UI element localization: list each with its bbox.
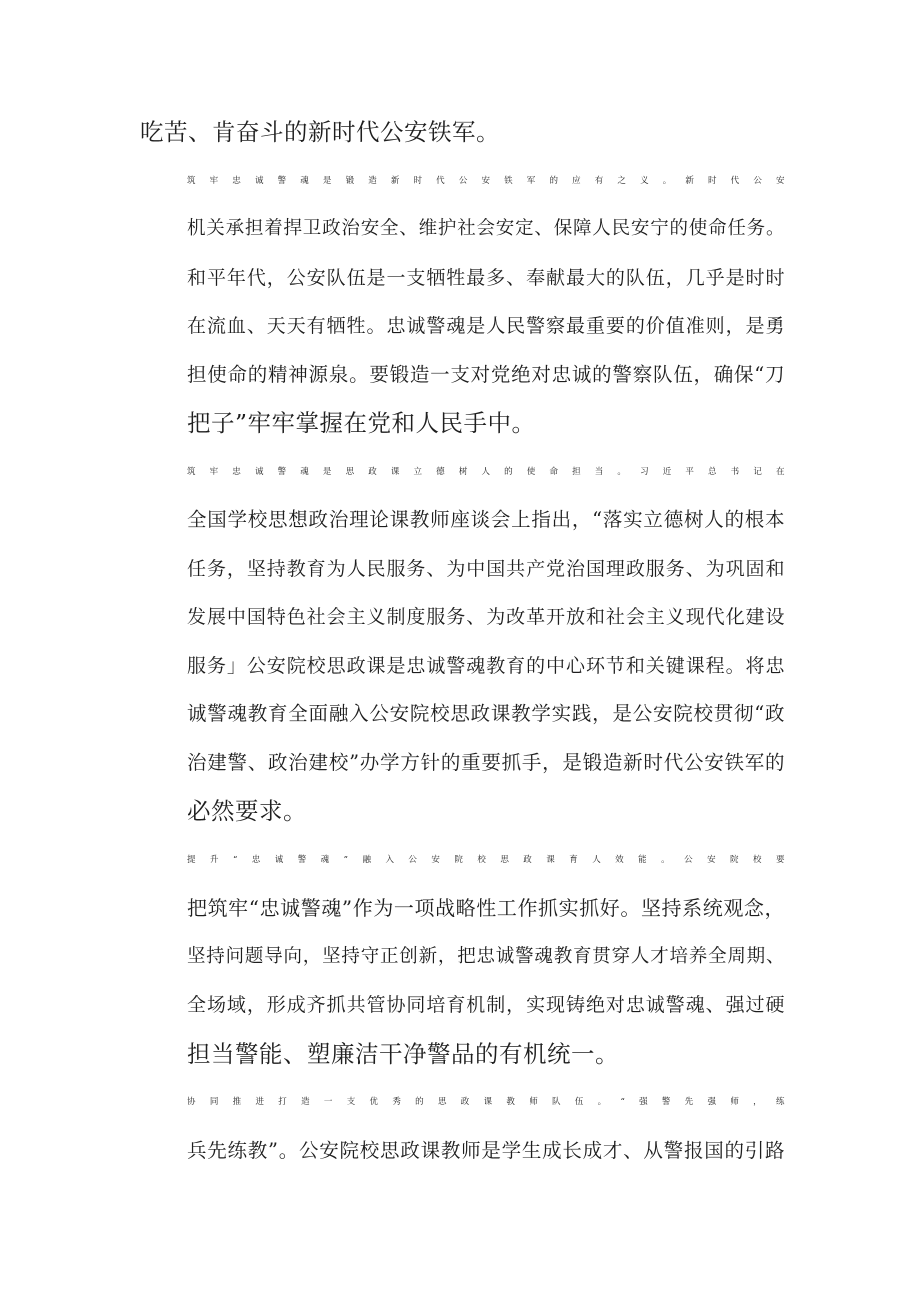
text-line: 全国学校思想政治理论课教师座谈会上指出，“落实立德树人的根本 xyxy=(187,508,785,531)
text-line: 担使命的精神源泉。要锻造一支对党绝对忠诚的警察队伍，确保“刀 xyxy=(187,362,785,386)
text-line: 在流血、天天有牺牲。忠诚警魂是人民警察最重要的价值准则，是勇 xyxy=(187,315,785,337)
text-line: 必然要求。 xyxy=(187,797,307,825)
text-line: 吃苦、肯奋斗的新时代公安铁军。 xyxy=(140,118,500,146)
paragraph-continuation xyxy=(140,108,785,157)
text-line: 把筑牢“忠诚警魂”作为一项战略性工作抓实抓好。坚持系统观念， xyxy=(187,896,785,920)
text-line: 发展中国特色社会主义制度服务、为改革开放和社会主义现代化建设 xyxy=(187,606,785,628)
text-line: 和平年代，公安队伍是一支牺牲最多、奉献最大的队伍，几乎是时时 xyxy=(187,266,785,289)
paragraph-teacher-team xyxy=(140,1078,785,1175)
document-body xyxy=(140,108,785,1175)
text-line: 筑牢忠诚警魂是思政课立德树人的使命担当。习近平总书记在 xyxy=(187,466,785,477)
paragraph-moral-education-mission xyxy=(140,448,785,836)
text-line: 筑牢忠诚警魂是锻造新时代公安铁军的应有之义。新时代公安 xyxy=(187,175,785,186)
text-line: 诚警魂教育全面融入公安院校思政课教学实践，是公安院校贯彻“政 xyxy=(187,702,785,725)
text-line: 把子”牢牢掌握在党和人民手中。 xyxy=(187,409,536,437)
text-line: 机关承担着捍卫政治安全、维护社会安定、保障人民安宁的使命任务。 xyxy=(187,218,785,239)
text-line: 兵先练教”。公安院校思政课教师是学生成长成才、从警报国的引路 xyxy=(187,1138,785,1162)
text-line: 提升“忠诚警魂”融入公安院校思政课育人效能。公安院校要 xyxy=(187,854,785,865)
text-line: 担当警能、塑廉洁干净警品的有机统一。 xyxy=(187,1039,619,1068)
text-line: 协同推进打造一支优秀的思政课教师队伍。“强警先强师，练 xyxy=(187,1097,785,1107)
paragraph-education-effectiveness xyxy=(140,836,785,1079)
text-line: 服务」公安院校思政课是忠诚警魂教育的中心环节和关键课程。将忠 xyxy=(187,654,785,677)
paragraph-loyal-soul-iron-army xyxy=(140,157,785,448)
text-line: 治建警、政治建校”办学方针的重要抓手，是锻造新时代公安铁军的 xyxy=(187,750,785,774)
text-line: 全场域，形成齐抓共管协同培育机制，实现铸绝对忠诚警魂、强过硬 xyxy=(187,994,785,1016)
text-line: 坚持问题导向，坚持守正创新，把忠诚警魂教育贯穿人才培养全周期、 xyxy=(187,945,785,967)
text-line: 任务，坚持教育为人民服务、为中国共产党治国理政服务、为巩固和 xyxy=(187,557,785,580)
